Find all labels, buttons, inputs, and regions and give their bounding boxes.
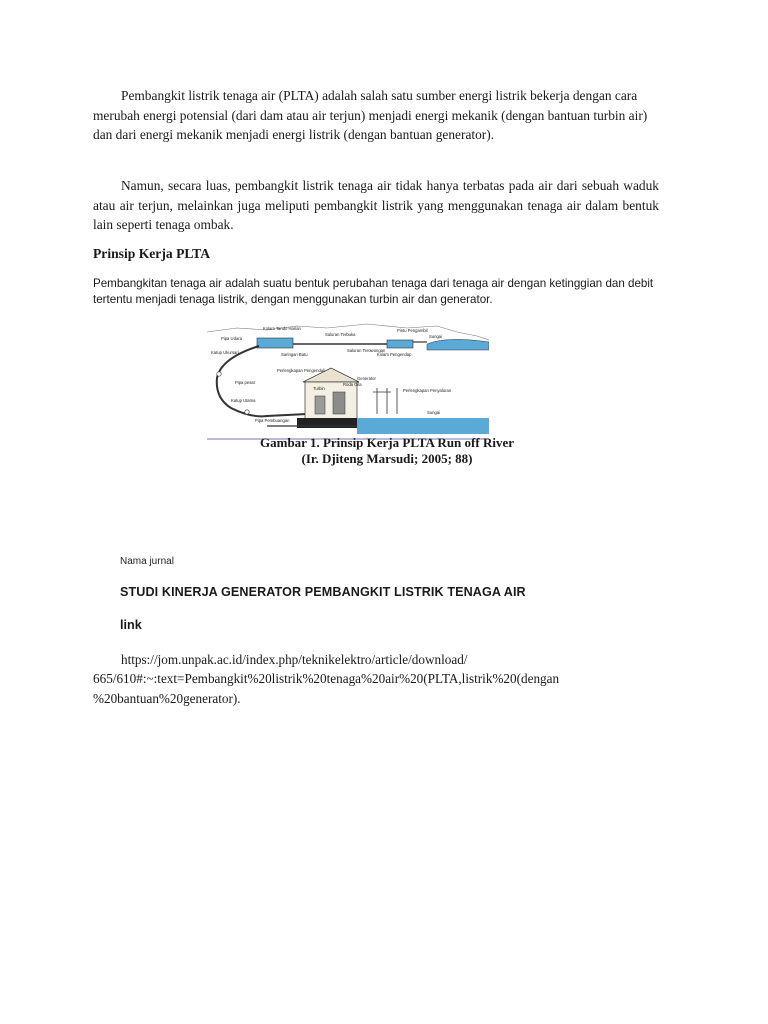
label-kolam-tando: Kolam Tando Harian xyxy=(263,326,301,331)
section-heading: Prinsip Kerja PLTA xyxy=(93,246,211,261)
journal-title: STUDI KINERJA GENERATOR PEMBANGKIT LISTRIK TENAGA AIR xyxy=(120,585,526,599)
label-roda-gila: Roda Gila xyxy=(343,382,362,387)
plta-diagram xyxy=(207,322,489,440)
link-label: link xyxy=(120,618,142,632)
link-line-2[interactable]: 665/610#:~:text=Pembangkit%20listrik%20tenaga%20air%20(PLTA,listrik%20(dengan xyxy=(93,671,560,687)
label-kolam-pengendap: Kolam Pengendap xyxy=(377,352,412,357)
second-paragraph: Namun, secara luas, pembangkit listrik tenaga air tidak hanya terbatas pada air dari sebuah waduk atau air terjun, melainkan juga meliputi pembangkit listrik yang menggunakan tenaga air dalam bentuk lain seperti tenaga ombak. xyxy=(93,178,659,233)
valve-icon xyxy=(217,372,221,376)
turbin-unit xyxy=(315,396,325,414)
label-perlengkapan-penyalur: Perlengkapan Penyaluran xyxy=(403,388,452,393)
generator-unit xyxy=(333,392,345,414)
section-body: Pembangkitan tenaga air adalah suatu bentuk perubahan tenaga dari tenaga air dengan ketinggian dan debit tertentu menjadi tenaga listrik, dengan menggunakan turbin air dan generator. xyxy=(93,277,654,306)
label-turbin: Turbin xyxy=(313,386,325,391)
label-katup-ukursari: Katup Ukursari xyxy=(211,350,239,355)
label-saringan-batu: Saringan Batu xyxy=(281,352,308,357)
label-saluran-terowongan: Saluran Terowongan xyxy=(347,348,386,353)
intro-paragraph: Pembangkit listrik tenaga air (PLTA) adalah salah satu sumber energi listrik bekerja dengan cara merubah energi potensial (dari dam atau air terjun) menjadi energi mekanik (dengan bantuan turbin air) dan dari energi mekanik menjadi energi listrik (dengan bantuan generator). xyxy=(93,88,648,143)
upper-river xyxy=(427,339,489,350)
journal-name-label: Nama jurnal xyxy=(120,556,174,567)
switchyard-icon xyxy=(373,388,397,414)
label-katup-utama: Katup Utama xyxy=(231,398,256,403)
label-pipa-pembuangan: Pipa Pembuangan xyxy=(255,418,290,423)
label-generator: Generator xyxy=(357,376,376,381)
caption-line-2: (Ir. Djiteng Marsudi; 2005; 88) xyxy=(301,451,473,466)
main-valve-icon xyxy=(245,410,249,414)
label-saluran-terbuka: Saluran Terbuka xyxy=(325,332,356,337)
caption-line-1: Gambar 1. Prinsip Kerja PLTA Run off River xyxy=(260,435,514,450)
label-pipa-udara: Pipa Udara xyxy=(221,336,242,341)
headwater-pond xyxy=(257,338,293,348)
figure-caption xyxy=(207,435,567,467)
lower-river xyxy=(357,418,489,434)
label-perlengkapan-pengendali: Perlengkapan Pengendali xyxy=(277,368,325,373)
label-sungai-bottom: Sungai xyxy=(427,410,441,415)
settling-pond xyxy=(387,340,413,348)
label-pipa-pesat: Pipa pesat xyxy=(235,380,255,385)
journal-link[interactable] xyxy=(93,650,673,708)
link-line-3[interactable]: %20bantuan%20generator). xyxy=(93,690,241,706)
label-sungai-top: Sungai xyxy=(429,334,443,339)
link-line-1[interactable]: https://jom.unpak.ac.id/index.php/teknikelektro/article/download/ xyxy=(121,652,468,667)
label-pintu-pengambil: Pintu Pengambil xyxy=(397,328,428,333)
